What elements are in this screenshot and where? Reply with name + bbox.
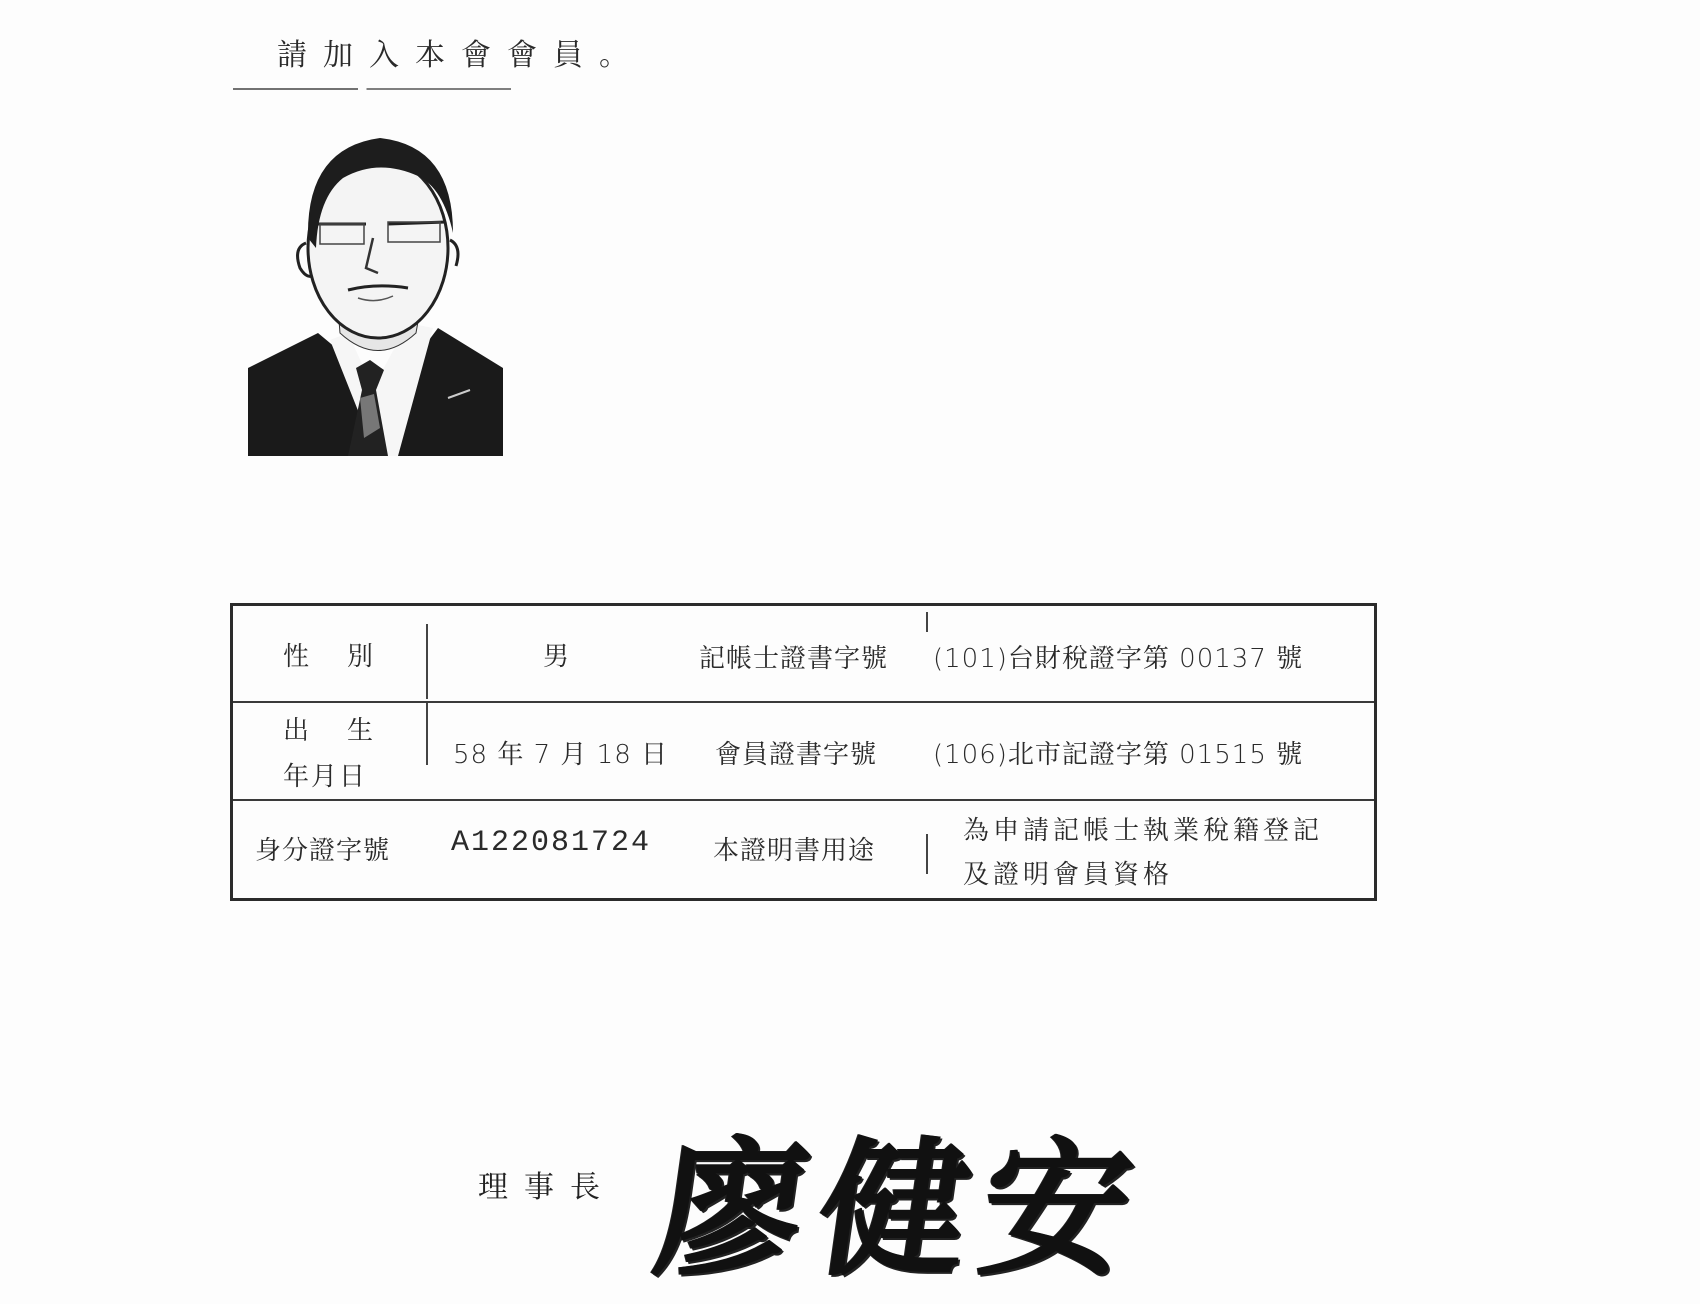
col-divider [926, 612, 928, 632]
col-divider [426, 703, 428, 765]
bookkeeper-cert-label: 記帳士證書字號 [699, 644, 889, 674]
chairman-title: 理事長 [478, 1170, 616, 1205]
birth-date-value: 58 年 7 月 18 日 [453, 740, 669, 770]
purpose-label: 本證明書用途 [713, 836, 876, 866]
id-number-label: 身分證字號 [255, 836, 391, 866]
gender-value: 男 [543, 642, 570, 672]
chairman-signature: 廖健安 [646, 1122, 1157, 1296]
purpose-value-line1: 為申請記帳士執業稅籍登記 [963, 816, 1324, 846]
gender-label: 性 別 [283, 642, 380, 672]
row-divider [233, 799, 1374, 801]
portrait-photo-icon [248, 128, 503, 456]
row-divider [233, 701, 1374, 703]
intro-underline [233, 88, 511, 90]
purpose-value-line2: 及證明會員資格 [963, 860, 1174, 890]
col-divider [426, 624, 428, 699]
col-divider [926, 834, 928, 874]
intro-text: 請加入本會會員。 [277, 38, 645, 73]
member-cert-label: 會員證書字號 [715, 740, 878, 770]
id-number-value: A122081724 [451, 826, 652, 860]
member-info-table [230, 603, 1377, 901]
bookkeeper-cert-value: (101)台財稅證字第 00137 號 [933, 644, 1304, 674]
birth-label-line1: 出 生 [283, 716, 380, 746]
member-cert-value: (106)北市記證字第 01515 號 [933, 740, 1304, 770]
birth-label-line2: 年月日 [283, 762, 368, 792]
